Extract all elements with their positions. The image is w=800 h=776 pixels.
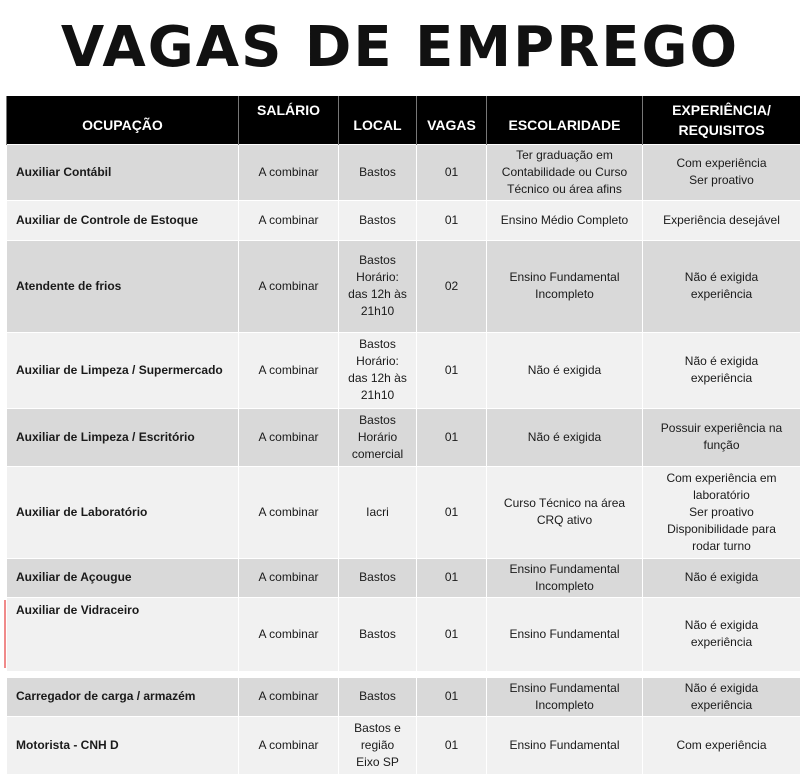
cell-location: Bastos <box>339 558 417 597</box>
cell-occupation: Atendente de frios <box>7 240 239 332</box>
cell-salary: A combinar <box>239 558 339 597</box>
cell-occupation: Auxiliar de Açougue <box>7 558 239 597</box>
table-row <box>7 558 800 597</box>
cell-education: Não é exigida <box>487 408 643 466</box>
cell-experience: Experiência desejável <box>643 200 800 240</box>
cell-occupation: Auxiliar Contábil <box>7 144 239 200</box>
header-openings: VAGAS <box>417 96 487 144</box>
cell-experience: Possuir experiência na função <box>643 408 800 466</box>
cell-openings: 01 <box>417 466 487 558</box>
page-title: VAGAS DE EMPREGO <box>60 15 740 80</box>
cell-experience: Com experiência <box>643 716 800 774</box>
cell-salary: A combinar <box>239 597 339 671</box>
row-accent-marker <box>4 600 6 668</box>
cell-education: Ensino Fundamental Incompleto <box>487 240 643 332</box>
cell-openings: 01 <box>417 144 487 200</box>
header-education: ESCOLARIDADE <box>487 96 643 144</box>
cell-education: Ensino Fundamental Incompleto <box>487 558 643 597</box>
table-row <box>7 240 800 332</box>
cell-experience: Não é exigida <box>643 558 800 597</box>
header-row <box>7 96 800 144</box>
header-location: LOCAL <box>339 96 417 144</box>
table-row <box>7 466 800 558</box>
table-row <box>7 144 800 200</box>
cell-experience: Não é exigida experiência <box>643 332 800 408</box>
table-body <box>7 144 800 774</box>
cell-location: Bastos <box>339 200 417 240</box>
cell-education: Não é exigida <box>487 332 643 408</box>
table-row <box>7 716 800 774</box>
cell-salary: A combinar <box>239 332 339 408</box>
cell-education: Ensino Fundamental Incompleto <box>487 677 643 716</box>
cell-occupation: Auxiliar de Vidraceiro <box>7 597 239 671</box>
cell-education: Ensino Fundamental <box>487 716 643 774</box>
cell-education: Ensino Fundamental <box>487 597 643 671</box>
header-experience: EXPERIÊNCIA/ REQUISITOS <box>643 96 800 144</box>
cell-openings: 01 <box>417 200 487 240</box>
cell-education: Curso Técnico na área CRQ ativo <box>487 466 643 558</box>
cell-location: Bastos <box>339 677 417 716</box>
cell-occupation: Carregador de carga / armazém <box>7 677 239 716</box>
header-salary: SALÁRIO <box>239 96 339 144</box>
cell-salary: A combinar <box>239 240 339 332</box>
table-row <box>7 597 800 671</box>
cell-salary: A combinar <box>239 144 339 200</box>
table-row <box>7 677 800 716</box>
cell-location: Bastos Horário: das 12h às 21h10 <box>339 240 417 332</box>
cell-openings: 01 <box>417 716 487 774</box>
cell-location: Bastos Horário: das 12h às 21h10 <box>339 332 417 408</box>
cell-occupation: Motorista - CNH D <box>7 716 239 774</box>
cell-location: Bastos e região Eixo SP <box>339 716 417 774</box>
cell-salary: A combinar <box>239 466 339 558</box>
cell-education: Ter graduação em Contabilidade ou Curso Técnico ou área afins <box>487 144 643 200</box>
cell-education: Ensino Médio Completo <box>487 200 643 240</box>
cell-experience: Com experiência em laboratório Ser proativo Disponibilidade para rodar turno <box>643 466 800 558</box>
jobs-table-container <box>6 96 800 776</box>
cell-openings: 02 <box>417 240 487 332</box>
cell-openings: 01 <box>417 408 487 466</box>
cell-occupation: Auxiliar de Limpeza / Escritório <box>7 408 239 466</box>
cell-experience: Não é exigida experiência <box>643 597 800 671</box>
cell-salary: A combinar <box>239 200 339 240</box>
cell-location: Bastos Horário comercial <box>339 408 417 466</box>
cell-experience: Não é exigida experiência <box>643 240 800 332</box>
cell-openings: 01 <box>417 677 487 716</box>
table-row <box>7 200 800 240</box>
cell-location: Bastos <box>339 597 417 671</box>
cell-salary: A combinar <box>239 677 339 716</box>
cell-openings: 01 <box>417 597 487 671</box>
cell-experience: Não é exigida experiência <box>643 677 800 716</box>
cell-openings: 01 <box>417 558 487 597</box>
jobs-table <box>6 96 800 775</box>
table-row <box>7 332 800 408</box>
table-header <box>7 96 800 144</box>
cell-location: Iacri <box>339 466 417 558</box>
cell-location: Bastos <box>339 144 417 200</box>
cell-salary: A combinar <box>239 408 339 466</box>
cell-salary: A combinar <box>239 716 339 774</box>
cell-occupation: Auxiliar de Controle de Estoque <box>7 200 239 240</box>
cell-occupation: Auxiliar de Limpeza / Supermercado <box>7 332 239 408</box>
cell-occupation: Auxiliar de Laboratório <box>7 466 239 558</box>
cell-openings: 01 <box>417 332 487 408</box>
table-row <box>7 408 800 466</box>
header-occupation: OCUPAÇÃO <box>7 96 239 144</box>
cell-experience: Com experiência Ser proativo <box>643 144 800 200</box>
